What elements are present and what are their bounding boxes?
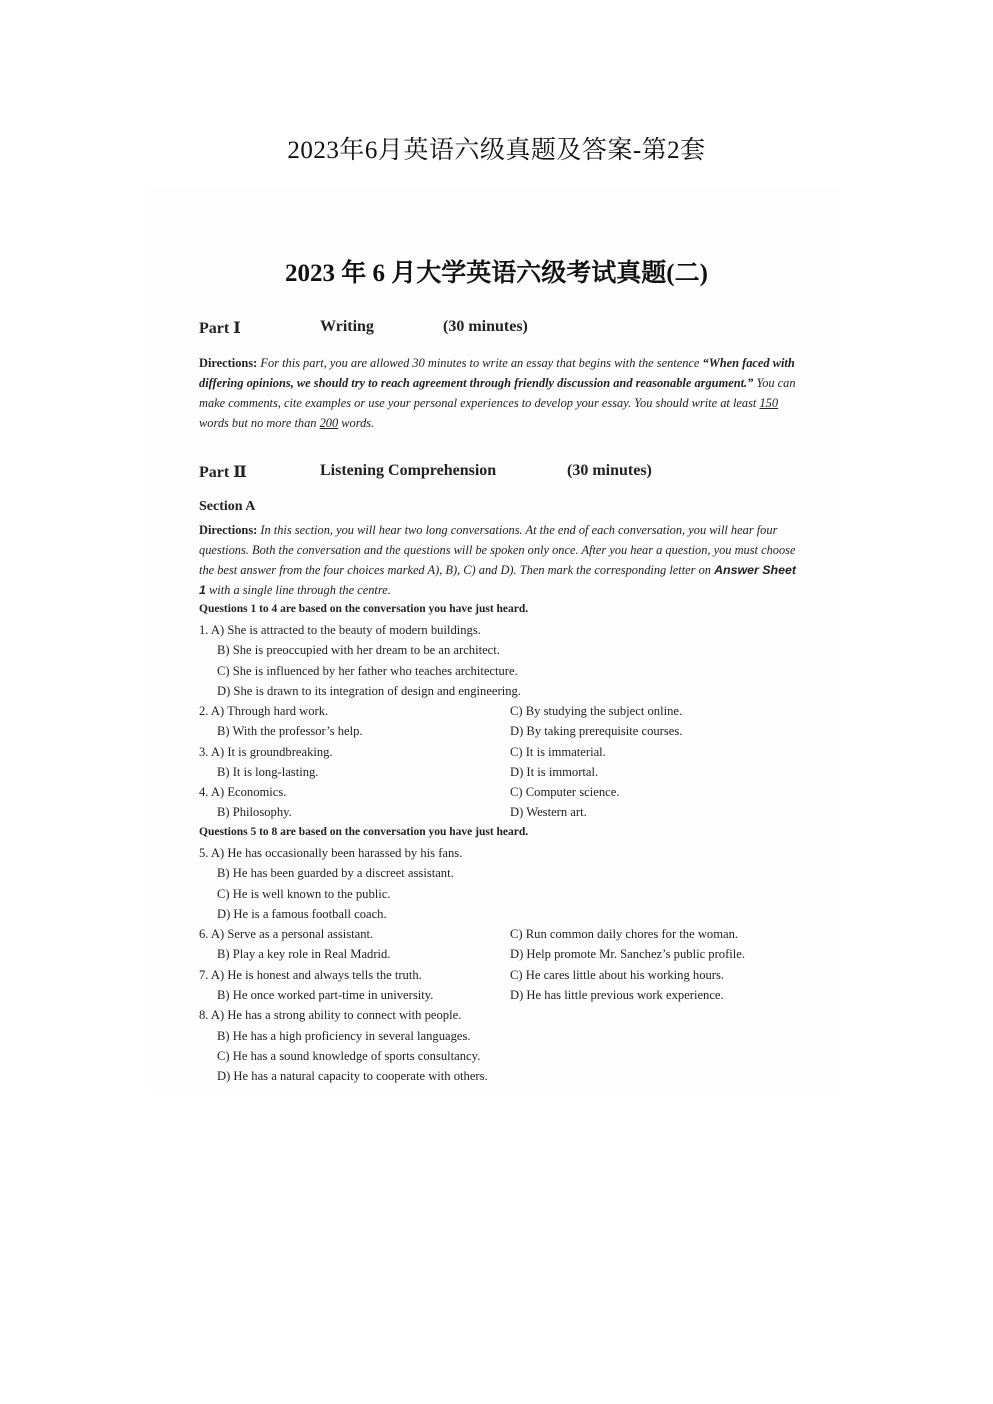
q8-option-d: D) He has a natural capacity to cooperate with others. — [217, 1069, 488, 1083]
q6-option-b: B) Play a key role in Real Madrid. — [217, 947, 391, 961]
q3-option-b: B) It is long-lasting. — [217, 765, 319, 779]
q1-option-a: 1. A) She is attracted to the beauty of modern buildings. — [199, 623, 481, 637]
section-a-heading: Section A — [199, 499, 256, 514]
q4-option-a: 4. A) Economics. — [199, 785, 287, 799]
q4-option-c: C) Computer science. — [510, 785, 620, 799]
q5-option-c: C) He is well known to the public. — [217, 887, 391, 901]
part-1-time: (30 minutes) — [443, 318, 528, 335]
document-title: 2023年6月英语六级真题及答案-第2套 — [287, 137, 706, 164]
q8-option-c: C) He has a sound knowledge of sports consultancy. — [217, 1049, 481, 1063]
exam-title: 2023 年 6 月大学英语六级考试真题(二) — [285, 260, 708, 287]
q6-option-c: C) Run common daily chores for the woman. — [510, 927, 739, 941]
q8-option-b: B) He has a high proficiency in several languages. — [217, 1029, 471, 1043]
part-2-directions: Directions: In this section, you will hear two long conversations. At the end of each conversation, you will hear four questions. Both the conversation and the questions will be spoken only once. After you hear a question, you must choose the best answer from the four choices marked A), B), C) and D). Then mark the corresponding letter on Answer Sheet 1 with a single line through the centre. — [199, 523, 797, 597]
q4-option-b: B) Philosophy. — [217, 805, 292, 819]
max-words: 200 — [319, 416, 339, 430]
answer-sheet-ref: Answer Sheet 1 — [199, 563, 797, 597]
q4-option-d: D) Western art. — [510, 805, 587, 819]
q1-option-b: B) She is preoccupied with her dream to be an architect. — [217, 643, 500, 657]
q7-option-c: C) He cares little about his working hours. — [510, 968, 725, 982]
part-2-time: (30 minutes) — [567, 462, 652, 479]
q5-option-a: 5. A) He has occasionally been harassed by his fans. — [199, 846, 463, 860]
q5-option-d: D) He is a famous football coach. — [217, 907, 387, 921]
directions-label: Directions: — [199, 523, 258, 537]
q1-option-c: C) She is influenced by her father who teaches architecture. — [217, 664, 518, 678]
part-2-label: Part Ⅱ — [199, 464, 247, 481]
q2-option-a: 2. A) Through hard work. — [199, 704, 329, 718]
part-1-directions: Directions: For this part, you are allowed 30 minutes to write an essay that begins with the sentence “When faced with differing opinions, we should try to reach agreement through friendly discussion and reasonable argument.” You can make comments, cite examples or use your personal experiences to develop your essay. You should write at least 150 words but no more than 200 words. — [199, 356, 796, 430]
q6-option-d: D) Help promote Mr. Sanchez’s public profile. — [510, 947, 746, 961]
q2-option-c: C) By studying the subject online. — [510, 704, 683, 718]
q3-option-d: D) It is immortal. — [510, 765, 599, 779]
part-1-label: Part Ⅰ — [199, 320, 241, 337]
question-group-2-heading: Questions 5 to 8 are based on the conversation you have just heard. — [199, 826, 529, 838]
q7-option-b: B) He once worked part-time in university. — [217, 988, 434, 1002]
question-group-1-heading: Questions 1 to 4 are based on the conversation you have just heard. — [199, 603, 529, 615]
q3-option-a: 3. A) It is groundbreaking. — [199, 745, 333, 759]
q7-option-a: 7. A) He is honest and always tells the truth. — [199, 968, 422, 982]
q2-option-d: D) By taking prerequisite courses. — [510, 724, 683, 738]
q1-option-d: D) She is drawn to its integration of design and engineering. — [217, 684, 521, 698]
q6-option-a: 6. A) Serve as a personal assistant. — [199, 927, 374, 941]
part-1-name: Writing — [320, 318, 374, 335]
q7-option-d: D) He has little previous work experience. — [510, 988, 724, 1002]
q5-option-b: B) He has been guarded by a discreet assistant. — [217, 866, 454, 880]
q2-option-b: B) With the professor’s help. — [217, 724, 363, 738]
q8-option-a: 8. A) He has a strong ability to connect with people. — [199, 1008, 462, 1022]
part-2-name: Listening Comprehension — [320, 462, 497, 479]
q3-option-c: C) It is immaterial. — [510, 745, 606, 759]
min-words: 150 — [759, 396, 779, 410]
directions-label: Directions: — [199, 356, 258, 370]
essay-prompt: “When faced with differing opinions, we should try to reach agreement through friendly discussion and reasonable argument.” — [199, 356, 795, 390]
